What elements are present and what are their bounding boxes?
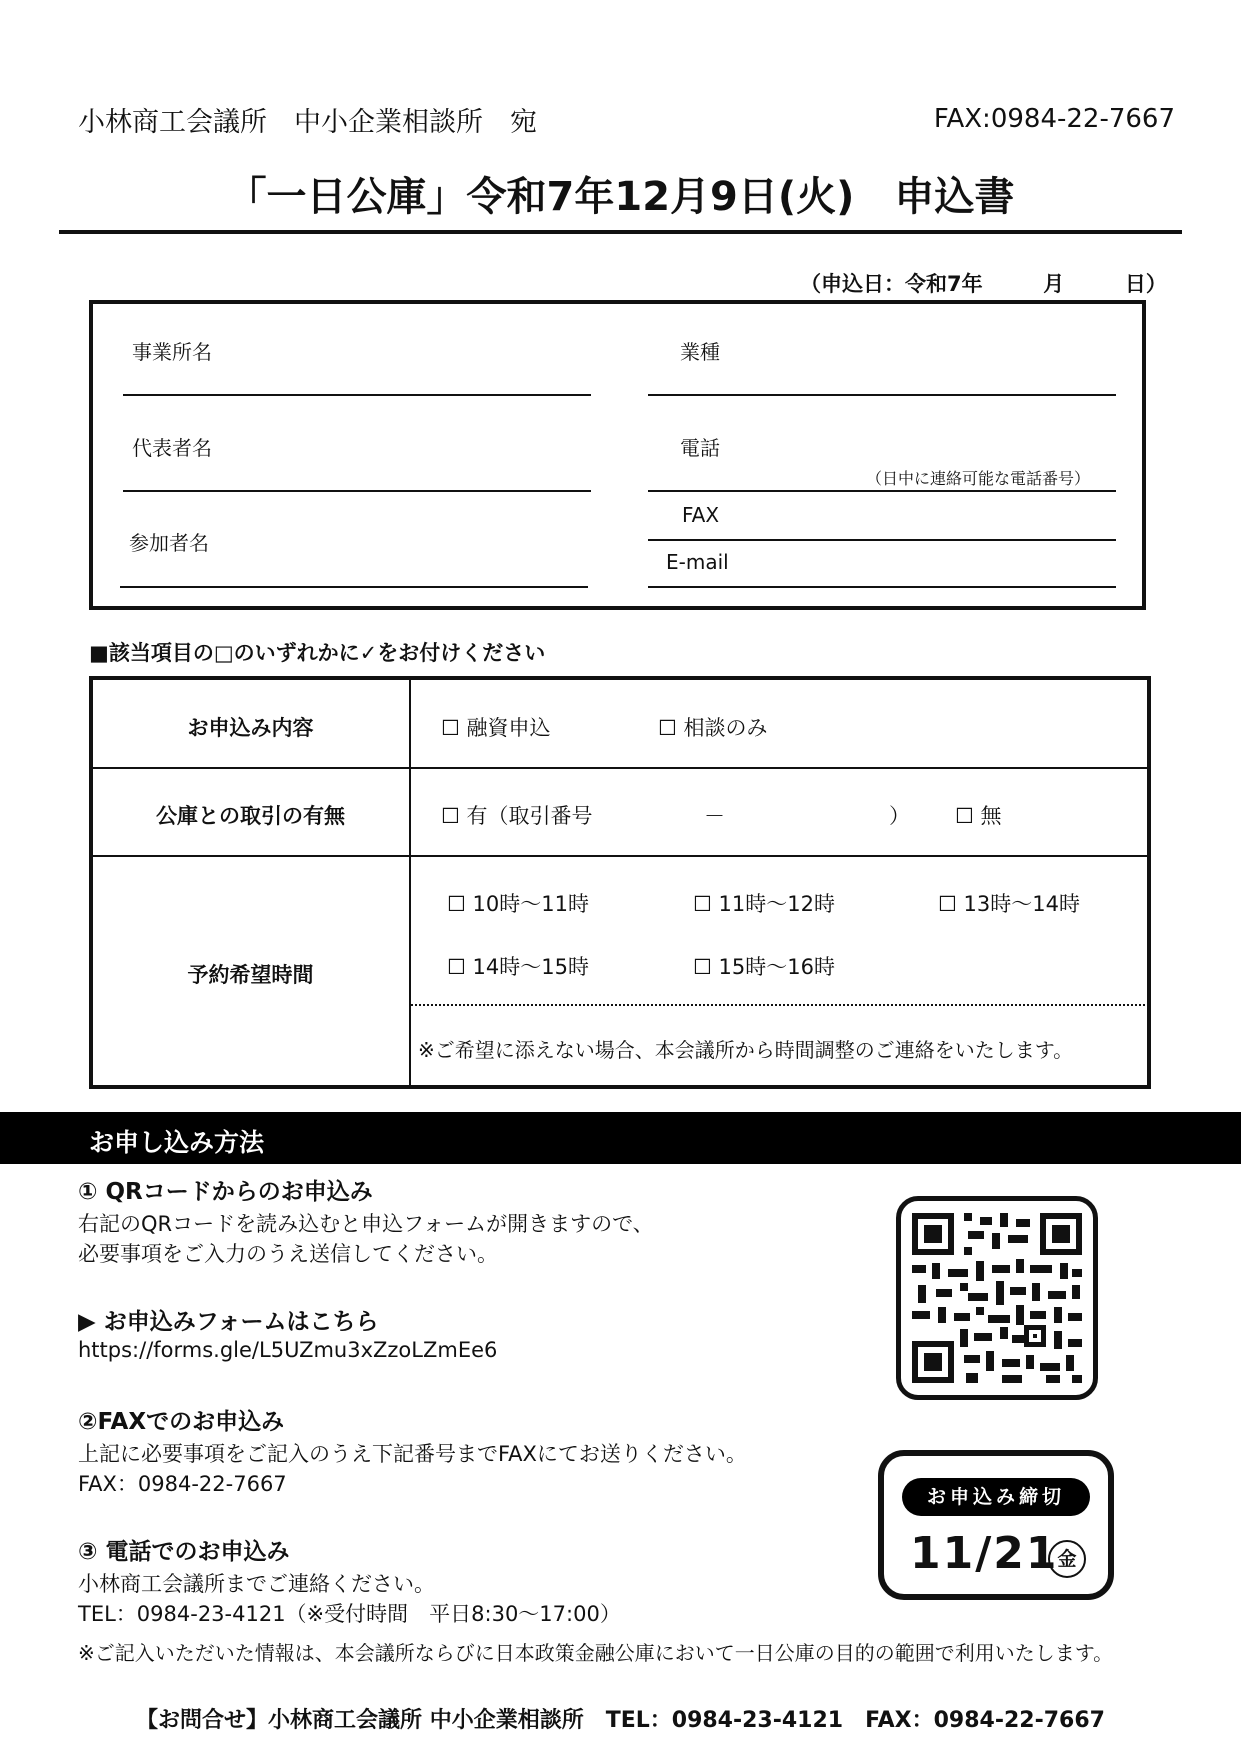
application-date-month: 月 — [1043, 272, 1065, 296]
industry-label: 業種 — [680, 340, 720, 364]
application-date-day: 日） — [1124, 272, 1167, 296]
phone-method-line1: 小林商工会議所までご連絡ください。 — [78, 1572, 435, 1596]
transaction-yes-checkbox[interactable]: ☐ 有（取引番号 — [441, 804, 593, 828]
header-fax: FAX:0984-22-7667 — [933, 104, 1175, 134]
page-title: 「一日公庫」令和7年12月9日(火) 申込書 — [226, 174, 1015, 220]
fax-label: FAX — [682, 503, 720, 527]
transaction-history-label: 公庫との取引の有無 — [156, 804, 345, 828]
title-divider — [59, 230, 1182, 234]
form-url-link[interactable]: https://forms.gle/L5UZmu3xZzoLZmEe6 — [78, 1338, 498, 1362]
table-row-divider — [91, 855, 1149, 857]
table-column-divider — [409, 678, 411, 1087]
checkbox-instruction: ■該当項目の□のいずれかに✓をお付けください — [89, 641, 546, 665]
methods-heading: お申し込み方法 — [89, 1128, 265, 1157]
representative-label: 代表者名 — [132, 436, 212, 460]
addressee: 小林商工会議所 中小企業相談所 宛 — [78, 107, 537, 138]
fax-method-line2: FAX：0984-22-7667 — [78, 1472, 287, 1496]
deadline-weekday: 金 — [1048, 1540, 1086, 1578]
slot-14-15-checkbox[interactable]: ☐ 14時～15時 — [447, 955, 589, 979]
slot-10-11-checkbox[interactable]: ☐ 10時～11時 — [447, 892, 589, 916]
slot-13-14-checkbox[interactable]: ☐ 13時～14時 — [938, 892, 1080, 916]
email-field[interactable] — [648, 586, 1116, 588]
methods-heading-bar — [0, 1112, 1241, 1164]
business-name-field[interactable] — [123, 394, 591, 396]
form-link-title: ▶ お申込みフォームはこちら — [78, 1309, 379, 1335]
qr-code-image[interactable] — [912, 1213, 1082, 1383]
phone-note: （日中に連絡可能な電話番号） — [866, 469, 1091, 488]
deadline-badge — [878, 1450, 1114, 1600]
fax-method-line1: 上記に必要事項をご記入のうえ下記番号までFAXにてお送りください。 — [78, 1442, 747, 1466]
phone-method-title: ③ 電話でのお申込み — [78, 1539, 290, 1565]
fax-method-title: ②FAXでのお申込み — [78, 1409, 285, 1435]
phone-method-line2: TEL：0984-23-4121（※受付時間 平日8:30～17:00） — [78, 1602, 621, 1626]
deadline-date: 11/21 — [910, 1528, 1059, 1579]
qr-method-line1: 右記のQRコードを読み込むと申込フォームが開きますので、 — [78, 1212, 654, 1236]
loan-application-checkbox[interactable]: ☐ 融資申込 — [441, 716, 551, 740]
table-row-divider — [91, 767, 1149, 769]
contact-footer: 【お問合せ】小林商工会議所 中小企業相談所 TEL：0984-23-4121 FAX：0984-22-7667 — [136, 1708, 1105, 1733]
slot-15-16-checkbox[interactable]: ☐ 15時～16時 — [693, 955, 835, 979]
business-name-label: 事業所名 — [132, 340, 212, 364]
application-content-label: お申込み内容 — [187, 716, 314, 740]
application-date-prefix: （申込日：令和7年 — [800, 272, 983, 296]
consultation-only-checkbox[interactable]: ☐ 相談のみ — [658, 716, 768, 740]
email-label: E-mail — [666, 550, 729, 574]
slot-11-12-checkbox[interactable]: ☐ 11時～12時 — [693, 892, 835, 916]
applicant-info-box — [89, 300, 1146, 610]
application-date — [800, 268, 1167, 298]
time-adjustment-note: ※ご希望に添えない場合、本会議所から時間調整のご連絡をいたします。 — [418, 1038, 1074, 1062]
privacy-note: ※ご記入いただいた情報は、本会議所ならびに日本政策金融公庫において一日公庫の目的の範囲で利用いたします。 — [78, 1641, 1114, 1665]
qr-method-line2: 必要事項をご入力のうえ送信してください。 — [78, 1242, 498, 1266]
industry-field[interactable] — [648, 394, 1116, 396]
table-dotted-divider — [411, 1004, 1149, 1006]
transaction-close-paren: ） — [889, 804, 910, 828]
transaction-number-dash: － — [704, 804, 725, 828]
phone-label: 電話 — [680, 436, 720, 460]
preferred-time-label: 予約希望時間 — [187, 963, 314, 987]
deadline-label: お申込み締切 — [902, 1478, 1090, 1516]
participant-field[interactable] — [120, 586, 588, 588]
qr-method-title: ① QRコードからのお申込み — [78, 1179, 373, 1205]
qr-code-frame — [896, 1196, 1098, 1400]
participant-label: 参加者名 — [129, 531, 209, 555]
phone-field[interactable] — [648, 490, 1116, 492]
representative-field[interactable] — [123, 490, 591, 492]
fax-field[interactable] — [648, 539, 1116, 541]
transaction-no-checkbox[interactable]: ☐ 無 — [955, 804, 1002, 828]
